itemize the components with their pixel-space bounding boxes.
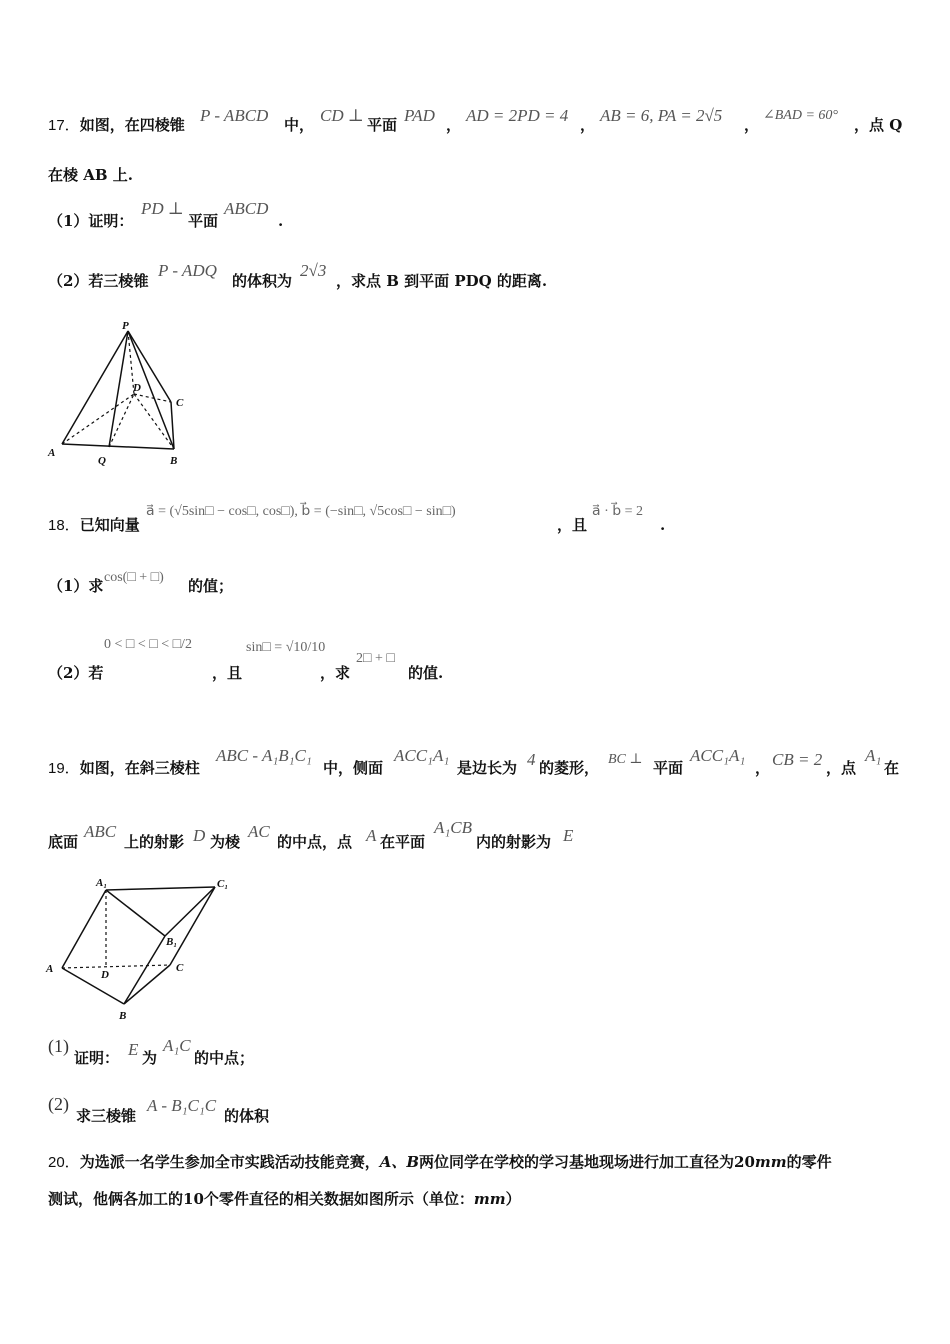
q20-text-4: 测试，他俩各加工的	[48, 1190, 184, 1208]
q19-line-2-math-ac: AC	[248, 822, 270, 841]
q20-text-2: 两位同学在学校的学习基地现场进行加工直径为	[419, 1153, 735, 1171]
q19-line-2-text-5: 在平面	[380, 833, 426, 851]
q19-line-2-math-abc: ABC	[84, 822, 117, 841]
q17-math-pad: PAD	[404, 106, 435, 125]
q20-line-2	[48, 1189, 521, 1209]
q17-math-pabcd: P - ABCD	[200, 106, 269, 125]
q20-text-1: 为选派一名学生参加全市实践活动技能竞赛，	[79, 1153, 380, 1171]
q17-text-plane: 平面	[367, 116, 398, 134]
edge-a1a	[62, 890, 106, 968]
q17-part1-math-abcd: ABCD	[224, 199, 269, 218]
q19-part1-math-a1c: A₁C	[163, 1036, 191, 1055]
q17-part2-text-1: 的体积为	[232, 272, 293, 290]
q18-math-dot: a⃗ · b⃗ = 2	[592, 504, 644, 519]
q19-text-2: 中，侧面	[323, 759, 384, 777]
label-a: A	[46, 963, 54, 975]
q20-unit-2: mm	[473, 1190, 506, 1208]
q19-text-8: 在	[884, 759, 900, 777]
q18-part1-math: cos(□ + □)	[104, 570, 164, 585]
q17-math-ab: AB = 6, PA = 2√5	[600, 106, 723, 125]
label-c1: C₁	[217, 878, 229, 890]
q18-part2-text-2: ，求	[320, 664, 351, 682]
q18-part2-math-expr: 2□ + □	[356, 651, 395, 666]
edge-b1b	[124, 936, 165, 1004]
q17-text-zhong: 中，	[284, 116, 315, 134]
q17-math-cd: CD ⊥	[320, 106, 364, 125]
q17-part1-math-pd: PD ⊥	[141, 199, 184, 218]
q18-part2-text-3: 的值.	[408, 664, 444, 682]
q19-line-2-text-4: 的中点，点	[277, 833, 353, 851]
q19-text-5: 平面	[653, 759, 684, 777]
q18-part2-math-range: 0 < □ < □ < □/2	[104, 637, 192, 652]
q18-part2-label: （2）若	[48, 664, 104, 682]
q20-line-1	[48, 1152, 832, 1173]
q19-math-4: 4	[527, 750, 536, 769]
q17-comma-2: ，	[580, 116, 596, 134]
q18-part1-text: 的值；	[188, 577, 234, 595]
q20-unit-1: mm	[754, 1153, 787, 1171]
q19-part2-text-2: 的体积	[224, 1107, 270, 1125]
q18-number: 18．	[48, 517, 80, 534]
q19-math-face-2: ACC₁A₁	[690, 746, 746, 765]
q20-diameter: 20	[734, 1153, 755, 1171]
q17-part2-math-vol: 2√3	[300, 261, 327, 280]
q19-text-6: ，	[755, 759, 771, 777]
q18-part2-text-1: ，且	[212, 664, 243, 682]
q17-part1-text: 平面	[188, 212, 219, 230]
q20-count: 10	[183, 1190, 204, 1208]
edge-c1c	[170, 887, 215, 965]
q17-math-ad: AD = 2PD = 4	[466, 106, 569, 125]
edge-db	[134, 394, 174, 449]
edge-cb	[124, 965, 170, 1004]
q17-text-point-q: ，点 Q	[854, 116, 903, 134]
q19-part1-text-1: 证明：	[74, 1049, 120, 1067]
edge-ac	[62, 965, 170, 968]
edge-a1b1	[106, 890, 165, 936]
q17-part1-label: （1）证明：	[48, 212, 134, 230]
edge-ad	[62, 394, 134, 444]
q19-prism-figure	[40, 870, 240, 1025]
label-c: C	[176, 397, 184, 409]
q19-line-2-math-a1cb: A₁CB	[434, 818, 473, 837]
q18-end: .	[660, 516, 666, 534]
q20-text-3: 的零件	[786, 1153, 832, 1171]
q20-text-5: 个零件直径的相关数据如图所示（单位：	[203, 1190, 474, 1208]
edge-ab	[62, 968, 124, 1004]
q20-students: A、B	[379, 1153, 420, 1171]
q19-part1-text-2: 为	[142, 1049, 158, 1067]
q19-math-bc: BC ⊥	[608, 752, 643, 767]
q19-number: 19．	[48, 760, 80, 777]
label-b: B	[170, 455, 178, 467]
edge-a1c1	[106, 887, 215, 890]
q17-line-2: 在棱 AB 上.	[48, 166, 133, 184]
q17-part1-end: .	[278, 212, 284, 230]
q18-math-vectors: a⃗ = (√5sin□ − cos□, cos□), b⃗ = (−sin□, √5cos□ − sin□)	[146, 504, 456, 519]
q17-part2-text-2: ，求点 B 到平面 PDQ 的距离.	[336, 272, 548, 290]
q19-line-2-text-2: 上的射影	[124, 833, 185, 851]
label-d: D	[133, 382, 141, 394]
q19-line-1	[48, 758, 200, 779]
label-b1: B₁	[166, 936, 178, 948]
q18-text-1: 已知向量	[79, 516, 140, 534]
q19-text-7: ，点	[826, 759, 857, 777]
edge-c1b1	[165, 887, 215, 936]
q17-math-bad: ∠BAD = 60°	[763, 108, 838, 123]
label-c: C	[176, 962, 184, 974]
q19-part1-math-e: E	[128, 1040, 139, 1059]
label-b: B	[119, 1010, 127, 1022]
q20-text-6: ）	[505, 1190, 521, 1208]
q18-part2-math-sin: sin□ = √10/10	[246, 640, 326, 655]
q17-comma-3: ，	[744, 116, 760, 134]
q19-line-2-math-d: D	[193, 826, 206, 845]
q17-text: 如图，在四棱锥	[79, 116, 185, 134]
q19-math-a1: A₁	[865, 746, 882, 765]
q18-part1-label: （1）求	[48, 577, 104, 595]
q19-math-face: ACC₁A₁	[394, 746, 450, 765]
q19-line-2-text-3: 为棱	[210, 833, 241, 851]
label-a1: A₁	[96, 877, 108, 889]
label-q: Q	[98, 455, 106, 467]
q19-text-3: 是边长为	[457, 759, 518, 777]
q19-line-2-text-6: 内的射影为	[476, 833, 552, 851]
q19-line-2-math-e: E	[563, 826, 574, 845]
q19-math-cb: CB = 2	[772, 750, 823, 769]
q17-number: 17．	[48, 117, 80, 134]
q18-line-1	[48, 515, 140, 536]
q19-part2-math: A - B₁C₁C	[147, 1096, 217, 1115]
q17-part2-math-padq: P - ADQ	[158, 261, 217, 280]
q19-math-prism: ABC - A₁B₁C₁	[216, 746, 312, 765]
q19-text-1: 如图，在斜三棱柱	[79, 759, 200, 777]
q17-pyramid-figure	[44, 318, 204, 468]
q19-part2-number: (2)	[48, 1094, 69, 1114]
q19-part1-number: (1)	[48, 1036, 69, 1056]
edge-ab	[62, 444, 174, 449]
q19-part2-text-1: 求三棱锥	[76, 1107, 137, 1125]
q20-number: 20．	[48, 1154, 80, 1171]
q17-line-1	[48, 115, 185, 136]
q19-line-2-math-a: A	[366, 826, 377, 845]
q18-text-and: ，且	[557, 516, 588, 534]
q17-comma-1: ，	[446, 116, 462, 134]
label-a: A	[48, 447, 56, 459]
q19-text-4: 的菱形，	[539, 759, 600, 777]
q19-line-2-text-1: 底面	[48, 833, 79, 851]
label-d: D	[101, 969, 109, 981]
q17-part2-label: （2）若三棱锥	[48, 272, 149, 290]
q19-part1-text-3: 的中点；	[194, 1049, 255, 1067]
label-p: P	[122, 320, 129, 332]
